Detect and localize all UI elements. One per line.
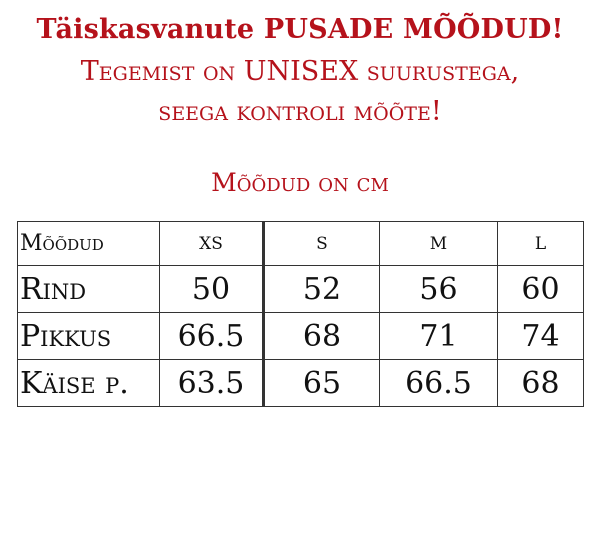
cell-value: 65 [264,360,380,407]
row-label: Rind [18,266,160,313]
table-header-row [18,222,584,266]
table-row [18,313,584,360]
cell-value: 56 [380,266,498,313]
table-row [18,266,584,313]
header-cell-s: S [264,222,380,266]
table-row [18,360,584,407]
row-label: Pikkus [18,313,160,360]
cell-value: 74 [498,313,584,360]
cell-value: 66.5 [380,360,498,407]
header-cell-measure: Mõõdud [18,222,160,266]
cell-value: 60 [498,266,584,313]
subtitle-line-1: Tegemist on UNISEX suurustega, [80,56,520,87]
cell-value: 71 [380,313,498,360]
units-label: Mõõdud on cm [211,168,389,197]
subtitle-line-2: seega kontroli mõõte! [158,96,442,127]
header-cell-xs: XS [160,222,264,266]
page-title: Täiskasvanute PUSADE MÕÕDUD! [36,14,564,45]
cell-value: 68 [498,360,584,407]
header-cell-l: L [498,222,584,266]
cell-value: 63.5 [160,360,264,407]
header-cell-m: M [380,222,498,266]
size-table [17,221,584,407]
row-label: Käise p. [18,360,160,407]
cell-value: 66.5 [160,313,264,360]
cell-value: 52 [264,266,380,313]
cell-value: 50 [160,266,264,313]
cell-value: 68 [264,313,380,360]
